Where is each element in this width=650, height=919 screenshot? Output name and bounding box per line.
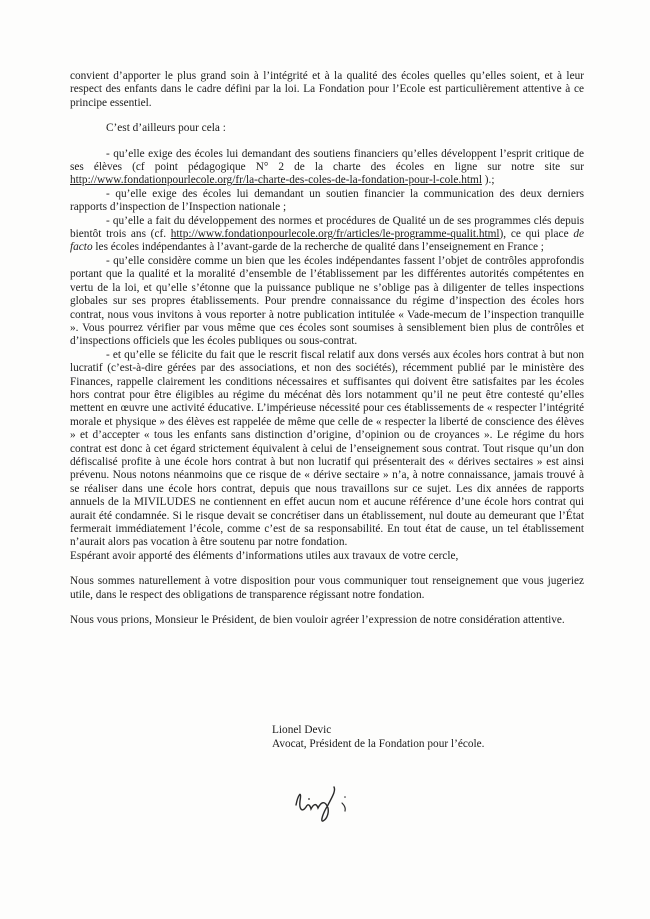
letter-body <box>70 70 584 627</box>
list-item-quality: - qu’elle a fait du développement des normes et procédures de Qualité un de ses programmes clés depuis bientôt trois ans (cf. http://www.fondationpourlecole.org/fr/articles/le-programme-qualit.html), ce qui place de facto les écoles indépendantes à l’avant-garde de la recherche de qualité dans l’enseignement en France ; <box>70 214 584 254</box>
paragraph-lead: C’est d’ailleurs pour cela : <box>106 122 226 135</box>
signatory-title: Avocat, Président de la Fondation pour l’école. <box>272 738 485 750</box>
list-item-tax-ruling: - et qu’elle se félicite du fait que le rescrit fiscal relatif aux dons versés aux écoles hors contrat à but non lucratif (c’est-à-dire gérées par des associations, et non des sociétés), récemment publié par le ministère des Finances, rappelle clairement les conditions nécessaires et suffisantes qui doivent être satisfaites par les écoles hors contrat pour être éligibles au régime du mécénat dès lors notamment qu’il ne peut être contesté qu’elles mettent en œuvre une activité éducative. L’impérieuse nécessité pour ces établissements de « respecter l’intégrité morale et physique » des élèves est rappelée de même que celle de « respecter la liberté de conscience des élèves » et d’accepter « tous les enfants sans distinction d’origine, d’opinion ou de croyances ». Le régime du hors contrat est donc à cet égard strictement équivalent à celui de l’enseignement sous contrat. Tout risque qu’un don défiscalisé profite à une école hors contrat à but non lucratif qui présenterait des « dérives sectaires » est ainsi prévenu. Nous notons néanmoins que ce risque de « dérive sectaire » n’a, à notre connaissance, jamais trouvé à se réaliser dans une école hors contrat, depuis que nous travaillons sur ce sujet. Les dix années de rapports annuels de la MIVILUDES ne contiennent en effet aucun nom et aucune référence d’une école hors contrat qui aurait été condamnée. Si le risque devait se concrétiser dans un établissement, nul doute au demeurant que l’État fermerait immédiatement l’école, comme c’est de sa responsabilité. En tout état de cause, un tel établissement n’aurait alors pas vocation à être soutenu par notre fondation. <box>70 348 584 549</box>
list-item-inspection-reports: - qu’elle exige des écoles lui demandant un soutien financier la communication des deux derniers rapports d’inspection de l’Inspection nationale ; <box>70 187 584 214</box>
charter-link[interactable]: http://www.fondationpourlecole.org/fr/la-charte-des-coles-de-la-fondation-pour-l-cole.html <box>70 174 482 187</box>
handwritten-signature <box>290 775 370 825</box>
paragraph-closing: Nous vous prions, Monsieur le Président, de bien vouloir agréer l’expression de notre considération attentive. <box>70 614 565 627</box>
paragraph-hoping: Espérant avoir apporté des éléments d’informations utiles aux travaux de votre cercle, <box>70 549 459 562</box>
signatory-name: Lionel Devic <box>272 724 332 736</box>
paragraph-intro: convient d’apporter le plus grand soin à l’intégrité et à la qualité des écoles quelles qu’elles soient, et à leur respect des enfants dans le cadre défini par la loi. La Fondation pour l’Ecole est particulièrement attentive à ce principe essentiel. <box>70 70 584 109</box>
list-item-controls: - qu’elle considère comme un bien que les écoles indépendantes fassent l’objet de contrôles approfondis portant que la qualité et la moralité d’ensemble de l’établissement par les différentes autorités compétentes en vertu de la loi, et qu’elle s’étonne que la puissance publique ne s’oblige pas à diligenter de telles inspections globales sur ses propres établissements. Pour prendre connaissance du régime d’inspection des écoles hors contrat, nous vous invitons à vous reporter à notre publication intitulée « Vade-mecum de l’inspection tranquille ». Vous pourrez vérifier par vous même que ces écoles sont soumises à sensiblement bien plus de contrôles et d’inspections officiels que les écoles publiques ou sous-contrat. <box>70 254 584 348</box>
quality-link[interactable]: http://www.fondationpourlecole.org/fr/articles/le-programme-qualit.html <box>170 228 500 241</box>
paragraph-availability: Nous sommes naturellement à votre disposition pour vous communiquer tout renseignement que vous jugeriez utile, dans le respect des obligations de transparence régissant notre fondation. <box>70 575 584 601</box>
list-item-critical-thinking: - qu’elle exige des écoles lui demandant des soutiens financiers qu’elles développent l’esprit critique de ses élèves (cf point pédagogique N° 2 de la charte des écoles en ligne sur notre site sur http://www.fondationpourlecole.org/fr/la-charte-des-coles-de-la-fondation-pour-l-cole.html ).; <box>70 147 584 187</box>
